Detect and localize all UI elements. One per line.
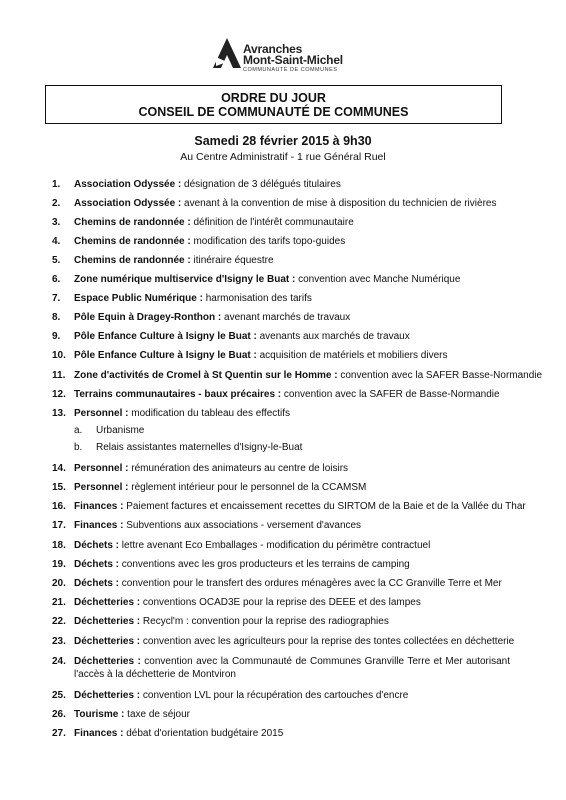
- item-topic: Finances :: [74, 728, 124, 739]
- item-text: rémunération des animateurs au centre de loisirs: [128, 463, 349, 474]
- item-text: modification du tableau des effectifs: [128, 408, 291, 419]
- item-topic: Zone d'activités de Cromel à St Quentin sur le Homme :: [74, 370, 338, 381]
- item-number: 22.: [52, 616, 66, 627]
- item-number: 12.: [52, 389, 66, 400]
- item-topic: Personnel :: [74, 482, 129, 493]
- page-subtitle: CONSEIL DE COMMUNAUTÉ DE COMMUNES: [138, 105, 409, 119]
- item-topic: Espace Public Numérique :: [74, 293, 203, 304]
- item-topic: Association Odyssée :: [74, 179, 182, 190]
- item-text: Recycl'm : convention pour la reprise des radiographies: [140, 616, 389, 627]
- item-topic: Tourisme :: [74, 709, 125, 720]
- item-number: 6.: [52, 274, 61, 285]
- item-text: avenants aux marchés de travaux: [256, 331, 410, 342]
- item-topic: Déchetteries :: [74, 597, 141, 608]
- meeting-venue: Au Centre Administratif - 1 rue Général Ruel: [180, 151, 386, 163]
- item-topic: Déchets :: [74, 578, 120, 589]
- item-topic: Déchetteries :: [74, 656, 141, 667]
- item-text: convention avec les agriculteurs pour la reprise des tontes collectées en déchetterie: [140, 636, 515, 647]
- logo-line-2: Mont-Saint-Michel: [243, 53, 343, 67]
- item-topic: Déchetteries :: [74, 690, 141, 701]
- item-text: convention avec Manche Numérique: [295, 274, 461, 285]
- item-text: débat d'orientation budgétaire 2015: [123, 728, 284, 739]
- item-number: 25.: [52, 690, 66, 701]
- item-number: 19.: [52, 559, 66, 570]
- item-text: conventions OCAD3E pour la reprise des DEEE et des lampes: [140, 597, 421, 608]
- subitem-letter: b.: [74, 442, 83, 453]
- item-text: règlement intérieur pour le personnel de la CCAMSM: [128, 482, 367, 493]
- item-number: 3.: [52, 217, 61, 228]
- item-topic: Personnel :: [74, 408, 129, 419]
- subitem-letter: a.: [74, 425, 83, 436]
- item-number: 9.: [52, 331, 61, 342]
- item-number: 14.: [52, 463, 66, 474]
- item-topic: Pôle Equin à Dragey-Ronthon :: [74, 312, 222, 323]
- item-text: Subventions aux associations - versement d'avances: [123, 520, 362, 531]
- item-topic: Finances :: [74, 501, 124, 512]
- item-topic: Pôle Enfance Culture à Isigny le Buat :: [74, 350, 257, 361]
- logo: [213, 38, 363, 78]
- item-number: 13.: [52, 408, 66, 419]
- subitem-text: Relais assistantes maternelles d'Isigny-le-Buat: [96, 442, 303, 453]
- item-text: avenant marchés de travaux: [221, 312, 351, 323]
- item-topic: Personnel :: [74, 463, 129, 474]
- item-number: 5.: [52, 255, 61, 266]
- item-text: harmonisation des tarifs: [202, 293, 312, 304]
- item-text: définition de l'intérêt communautaire: [190, 217, 354, 228]
- logo-line-1: Avranches: [243, 42, 303, 56]
- item-text: avenant à la convention de mise à disposition du technicien de rivières: [181, 198, 497, 209]
- item-topic: Terrains communautaires - baux précaires :: [74, 389, 282, 400]
- item-text: modification des tarifs topo-guides: [190, 236, 346, 247]
- item-text: convention avec la SAFER de Basse-Normandie: [281, 389, 500, 400]
- item-topic: Chemins de randonnée :: [74, 236, 191, 247]
- item-topic: Chemins de randonnée :: [74, 255, 191, 266]
- item-number: 18.: [52, 540, 66, 551]
- logo-line-3: COMMUNAUTÉ DE COMMUNES: [243, 67, 338, 73]
- item-number: 23.: [52, 636, 66, 647]
- item-number: 15.: [52, 482, 66, 493]
- meeting-date: Samedi 28 février 2015 à 9h30: [194, 134, 372, 148]
- item-text: désignation de 3 délégués titulaires: [181, 179, 341, 190]
- item-number: 17.: [52, 520, 66, 531]
- item-text: lettre avenant Eco Emballages - modification du périmètre contractuel: [119, 540, 431, 551]
- item-number: 20.: [52, 578, 66, 589]
- item-topic: Association Odyssée :: [74, 198, 182, 209]
- item-topic: Déchets :: [74, 540, 120, 551]
- item-text: itinéraire équestre: [190, 255, 274, 266]
- item-text: convention pour le transfert des ordures ménagères avec la CC Granville Terre et Mer: [119, 578, 502, 589]
- subitem-text: Urbanisme: [96, 425, 145, 436]
- item-number: 21.: [52, 597, 66, 608]
- item-text: convention avec la SAFER Basse-Normandie: [337, 370, 543, 381]
- item-number: 11.: [52, 370, 66, 381]
- item-number: 27.: [52, 728, 66, 739]
- item-topic: Finances :: [74, 520, 124, 531]
- item-number: 1.: [52, 179, 61, 190]
- item-number: 7.: [52, 293, 61, 304]
- item-text: convention avec la Communauté de Communes Granville Terre et Mer autorisant l'accès à la déchetterie de Montviron: [74, 656, 511, 680]
- item-topic: Chemins de randonnée :: [74, 217, 191, 228]
- item-number: 2.: [52, 198, 61, 209]
- item-topic: Déchetteries :: [74, 636, 141, 647]
- logo-mark-icon: [213, 38, 241, 70]
- item-text: conventions avec les gros producteurs et les terrains de camping: [119, 559, 410, 570]
- item-number: 8.: [52, 312, 61, 323]
- item-text: taxe de séjour: [124, 709, 190, 720]
- title-box: [45, 85, 502, 124]
- item-number: 10.: [52, 350, 66, 361]
- item-number: 4.: [52, 236, 61, 247]
- item-topic: Zone numérique multiservice d'Isigny le Buat :: [74, 274, 296, 285]
- item-number: 24.: [52, 656, 66, 667]
- item-text: acquisition de matériels et mobiliers divers: [256, 350, 448, 361]
- item-text: Paiement factures et encaissement recettes du SIRTOM de la Baie et de la Vallée du Thar: [123, 501, 526, 512]
- item-topic: Déchets :: [74, 559, 120, 570]
- item-number: 26.: [52, 709, 66, 720]
- item-topic: Déchetteries :: [74, 616, 141, 627]
- page-title: ORDRE DU JOUR: [221, 91, 326, 105]
- item-number: 16.: [52, 501, 66, 512]
- item-topic: Pôle Enfance Culture à Isigny le Buat :: [74, 331, 257, 342]
- item-text: convention LVL pour la récupération des cartouches d'encre: [140, 690, 409, 701]
